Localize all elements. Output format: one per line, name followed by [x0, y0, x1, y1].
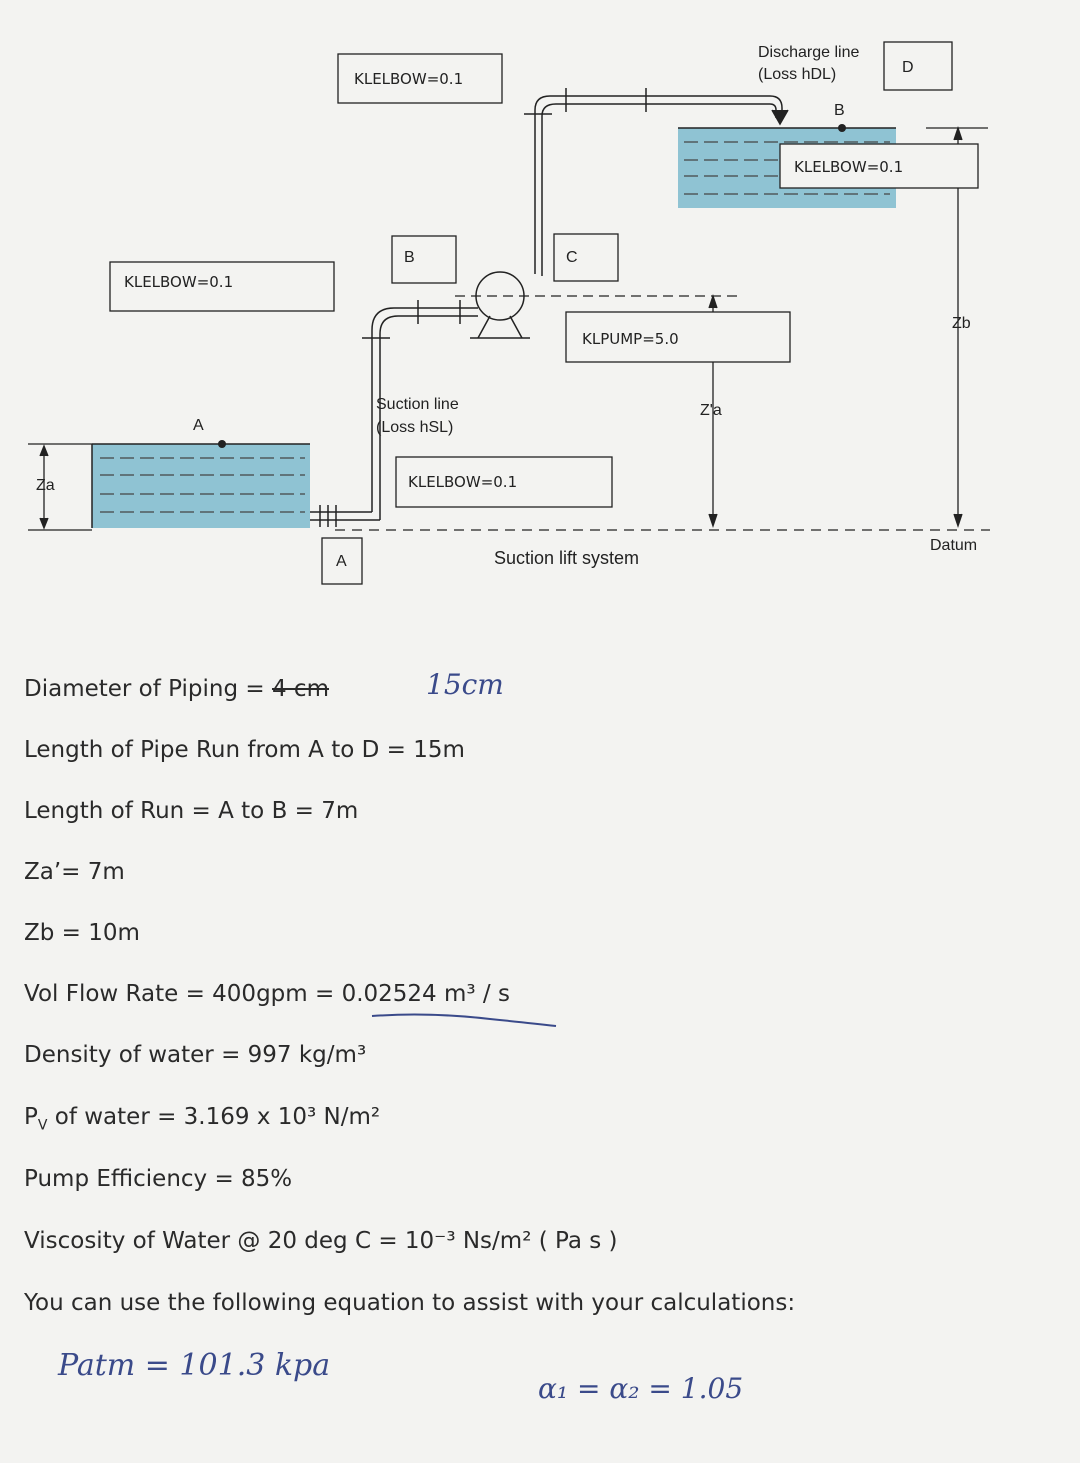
spec-length-a-to-d: Length of Pipe Run from A to D = 15m — [24, 737, 465, 763]
point-b-box — [392, 236, 456, 283]
spec-diameter — [24, 676, 329, 702]
suction-loss-label: (Loss hSL) — [376, 419, 454, 436]
pv-label: P — [24, 1104, 38, 1130]
pv-subscript: V — [37, 1117, 48, 1134]
zb-label: Zb — [952, 315, 971, 332]
datum-label: Datum — [930, 537, 978, 554]
point-d-box — [884, 42, 952, 90]
spec-vol-flow-rate — [24, 981, 510, 1007]
diameter-handwritten: 15cm — [426, 668, 504, 701]
diameter-struck-value: 4 cm — [271, 676, 329, 702]
pump — [470, 272, 530, 338]
suction-lift-system-caption: Suction lift system — [494, 548, 640, 568]
vol-flow-underline — [370, 1010, 560, 1030]
pv-rest: of water = 3.169 x 10³ N/m² — [47, 1104, 381, 1130]
handwritten-patm: Patm = 101.3 kpa — [58, 1348, 331, 1383]
kl-pump-label: KLPUMP=5.0 — [582, 330, 679, 348]
spec-zb: Zb = 10m — [24, 920, 140, 946]
za-label: Za — [36, 477, 55, 494]
kl-elbow-right-label: KLELBOW=0.1 — [794, 158, 904, 176]
lower-reservoir — [92, 444, 310, 528]
point-b-marker — [838, 124, 846, 132]
point-a-lower-label: A — [336, 553, 347, 570]
suction-line-label: Suction line — [376, 396, 459, 413]
vol-flow-value: 0.02524 m³ / s — [341, 981, 510, 1007]
spec-length-a-to-b: Length of Run = A to B = 7m — [24, 798, 359, 824]
point-c-box — [554, 234, 618, 281]
discharge-loss-label: (Loss hDL) — [758, 66, 837, 83]
handwritten-alpha: α₁ = α₂ = 1.05 — [538, 1372, 744, 1405]
kl-elbow-left-label: KLELBOW=0.1 — [124, 273, 234, 291]
discharge-line-label: Discharge line — [758, 44, 860, 61]
equation-note: You can use the following equation to assist with your calculations: — [24, 1290, 796, 1316]
kl-elbow-suction-label: KLELBOW=0.1 — [408, 473, 518, 491]
point-d-box-label: D — [902, 59, 914, 76]
spec-vapor-pressure — [24, 1104, 380, 1134]
spec-za-prime: Za’= 7m — [24, 859, 125, 885]
point-a-marker — [218, 440, 226, 448]
spec-density: Density of water = 997 kg/m³ — [24, 1042, 367, 1068]
suction-lift-diagram — [0, 0, 1080, 620]
spec-pump-efficiency: Pump Efficiency = 85% — [24, 1166, 293, 1192]
kl-elbow-top-label: KLELBOW=0.1 — [354, 70, 464, 88]
point-b-upper-label: B — [834, 102, 845, 119]
za-prime-label: Z'a — [700, 402, 722, 419]
diameter-label: Diameter of Piping = — [24, 676, 272, 702]
point-c-box-label: C — [566, 249, 578, 266]
point-b-box-label: B — [404, 249, 415, 266]
point-a-upper-label: A — [193, 417, 204, 434]
spec-viscosity: Viscosity of Water @ 20 deg C = 10⁻³ Ns/m² ( Pa s ) — [24, 1228, 618, 1254]
vol-flow-prefix: Vol Flow Rate = 400gpm = — [24, 981, 342, 1007]
